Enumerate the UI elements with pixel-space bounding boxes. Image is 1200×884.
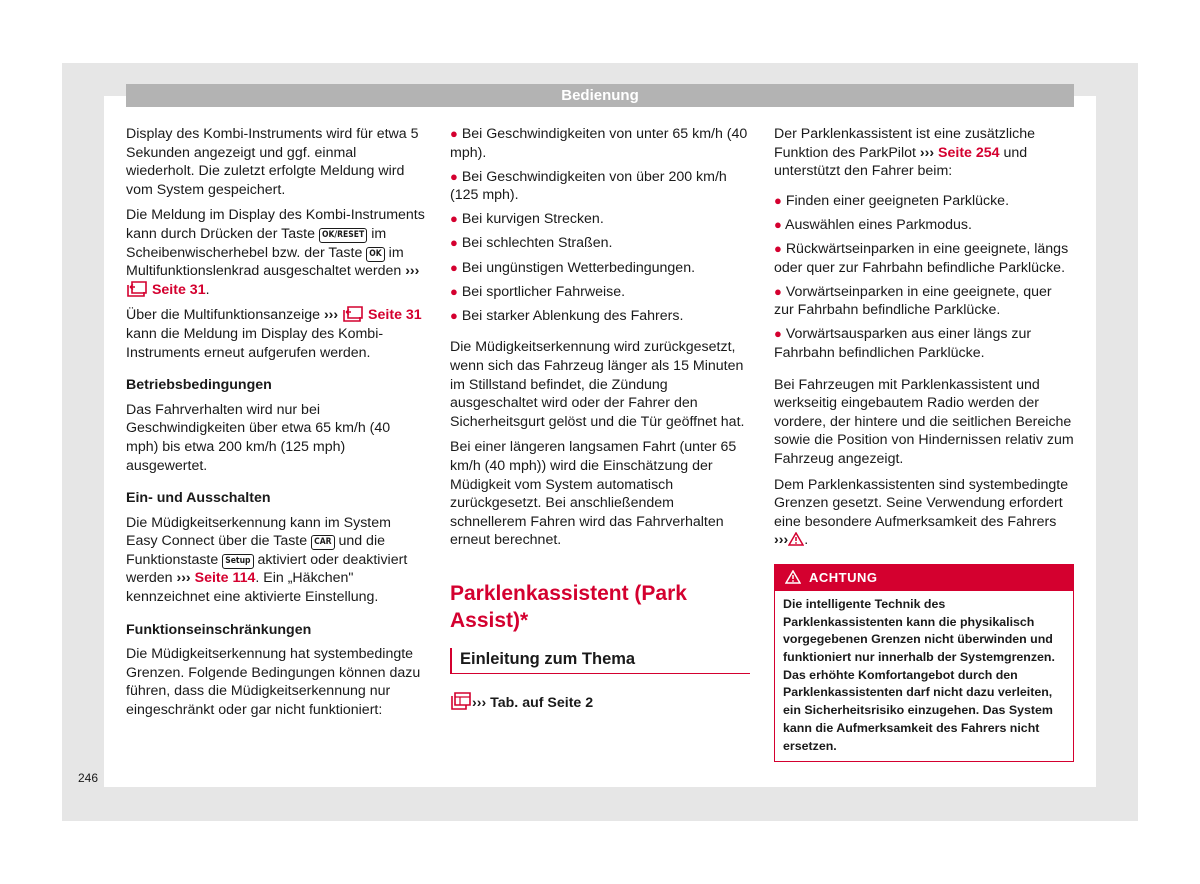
- list-item: ● Bei ungünstigen Wetterbedingungen.: [450, 259, 696, 276]
- warning-header: [775, 565, 1073, 591]
- bullet-icon: ●: [450, 283, 458, 299]
- car-key-icon: CAR: [311, 535, 334, 550]
- list-item: ● Finden einer geeigneten Parklücke.: [774, 192, 1010, 209]
- table-link[interactable]: Tab. auf Seite 2: [490, 694, 594, 711]
- reference-arrow: ›››: [323, 307, 339, 324]
- list-item: ● Bei Geschwindigkeiten von unter 65 km/h (40 mph).: [450, 126, 748, 161]
- list-item: ● Vorwärtsausparken aus einer längs zur Fahrbahn befindlichen Parklücke.: [774, 326, 1032, 361]
- list-item: ● Bei schlechten Straßen.: [450, 235, 613, 252]
- page-number: 246: [78, 771, 99, 785]
- bullet-icon: ●: [450, 259, 458, 275]
- paragraph: Die Meldung im Display des Kombi-Instruments kann durch Drücken der Taste OK/RESET im Scheibenwischerhebel bzw. der Taste OK im Multifunktionslenkrad ausgeschaltet werden ››› Seite 31.: [126, 207, 425, 298]
- bullet-icon: ●: [450, 168, 458, 184]
- section-header: Bedienung: [126, 84, 1074, 107]
- column-3: [774, 125, 1074, 762]
- warning-text: Die intelligente Technik des Parklenkassistenten kann die physikalisch vorgegebenen Grenzen nicht überwinden und funktioniert nur innerhalb der Systemgrenzen. Das erhöhte Komfortangebot durch den Parklenkassistenten darf nicht dazu verleiten, ein Sicherheitsrisiko einzugehen. Das System kann die Aufmerksamkeit des Fahrers nicht ersetzen.: [783, 596, 1055, 753]
- reference-arrow: ›››: [472, 694, 487, 711]
- list-item: ● Rückwärtseinparken in eine geeignete, längs oder quer zur Fahrbahn befindliche Parklücke.: [774, 240, 1069, 276]
- page-link[interactable]: Seite 31: [368, 307, 422, 324]
- column-1: [126, 125, 426, 727]
- paragraph: Die Müdigkeitserkennung kann im System Easy Connect über die Taste CAR und die Funktionstaste Setup aktiviert oder deaktiviert werden ››› Seite 114. Ein „Häkchen" kennzeichnet eine aktivierte Einstellung.: [126, 514, 408, 606]
- paragraph: Das Fahrverhalten wird nur bei Geschwindigkeiten über etwa 65 km/h (40 mph) bis etwa 200 km/h (125 mph) ausgewertet.: [126, 401, 391, 474]
- paragraph: Über die Multifunktionsanzeige ››› Seite 31 kann die Meldung im Display des Kombi-Instruments erneut aufgerufen werden.: [126, 307, 422, 361]
- page-link[interactable]: Seite 114: [194, 570, 256, 587]
- list-item: ● Bei kurvigen Strecken.: [450, 211, 604, 228]
- paragraph: Bei einer längeren langsamen Fahrt (unter 65 km/h (40 mph)) wird die Einschätzung der Müdigkeit vom System automatisch zurückgesetzt. Bei anschließendem schnellerem Fahren wird das Fahrverhalten erneut berechnet.: [450, 439, 737, 549]
- reference-arrow: ›››: [405, 263, 420, 280]
- list-item: ● Vorwärtseinparken in eine geeignete, quer zur Fahrbahn befindliche Parklücke.: [774, 283, 1052, 319]
- paragraph: Die Müdigkeitserkennung hat systembedingte Grenzen. Folgende Bedingungen können dazu führen, dass die Müdigkeitserkennung nur eingeschränkt oder gar nicht funktioniert:: [126, 646, 421, 719]
- subheading: Ein- und Ausschalten: [126, 490, 271, 507]
- list-item: ● Bei Geschwindigkeiten von über 200 km/h (125 mph).: [450, 168, 727, 204]
- warning-box: [774, 564, 1074, 762]
- subheading: Funktionseinschränkungen: [126, 621, 312, 638]
- warning-title: ACHTUNG: [809, 569, 878, 585]
- reference-arrow: ›››: [919, 144, 935, 161]
- paragraph: Dem Parklenkassistenten sind systembedingte Grenzen gesetzt. Seine Verwendung erfordert eine besondere Aufmerksamkeit des Fahrers ››› .: [774, 476, 1069, 549]
- paragraph: Die Müdigkeitserkennung wird zurückgesetzt, wenn sich das Fahrzeug länger als 15 Minuten im Stillstand befindet, die Zündung ausgeschaltet wird oder der Fahrer den Sicherheitsgurt gelöst und die Tür geöffnet hat.: [450, 339, 745, 430]
- bullet-icon: ●: [450, 235, 458, 251]
- table-reference: [450, 692, 750, 713]
- list-item: ● Bei starker Ablenkung des Fahrers.: [450, 307, 684, 324]
- page-link[interactable]: Seite 31: [151, 281, 206, 298]
- setup-key-icon: Setup: [222, 554, 253, 569]
- bullet-icon: ●: [774, 192, 782, 208]
- bullet-icon: ●: [450, 307, 458, 323]
- paragraph: Der Parklenkassistent ist eine zusätzliche Funktion des ParkPilot ››› Seite 254 und unterstützt den Fahrer beim:: [774, 126, 1036, 180]
- book-page-icon: [342, 306, 364, 322]
- list-item: ● Auswählen eines Parkmodus.: [774, 216, 972, 233]
- table-reference-icon: [450, 692, 472, 710]
- ok-key-icon: OK: [366, 247, 384, 262]
- bullet-icon: ●: [774, 326, 782, 342]
- page-link[interactable]: Seite 254: [938, 144, 1000, 161]
- ok-reset-key-icon: OK/RESET: [319, 228, 367, 243]
- reference-arrow: ›››: [774, 532, 789, 549]
- bullet-icon: ●: [450, 126, 458, 141]
- paragraph: Display des Kombi-Instruments wird für etwa 5 Sekunden angezeigt und ggf. einmal wiederholt. Die zuletzt erfolgte Meldung wird vom System gespeichert.: [126, 126, 419, 198]
- bullet-icon: ●: [450, 211, 458, 227]
- paragraph: Bei Fahrzeugen mit Parklenkassistent und werkseitig eingebautem Radio werden der vordere, der hintere und die seitlichen Bereiche sowie die Position von Hindernissen relativ zum Fahrzeug angezeigt.: [774, 376, 1074, 467]
- topic-heading: Einleitung zum Thema: [450, 648, 750, 674]
- bullet-icon: ●: [774, 240, 782, 256]
- section-title: Parklenkassistent (Park Assist)*: [450, 581, 687, 632]
- bullet-icon: ●: [774, 216, 782, 232]
- book-page-icon: [126, 281, 148, 297]
- reference-arrow: ›››: [176, 570, 191, 587]
- warning-triangle-icon: [785, 570, 801, 584]
- column-2: [450, 125, 750, 712]
- list-item: ● Bei sportlicher Fahrweise.: [450, 283, 626, 300]
- warning-triangle-icon: [788, 532, 804, 546]
- subheading: Betriebsbedingungen: [126, 377, 272, 394]
- bullet-icon: ●: [774, 283, 782, 299]
